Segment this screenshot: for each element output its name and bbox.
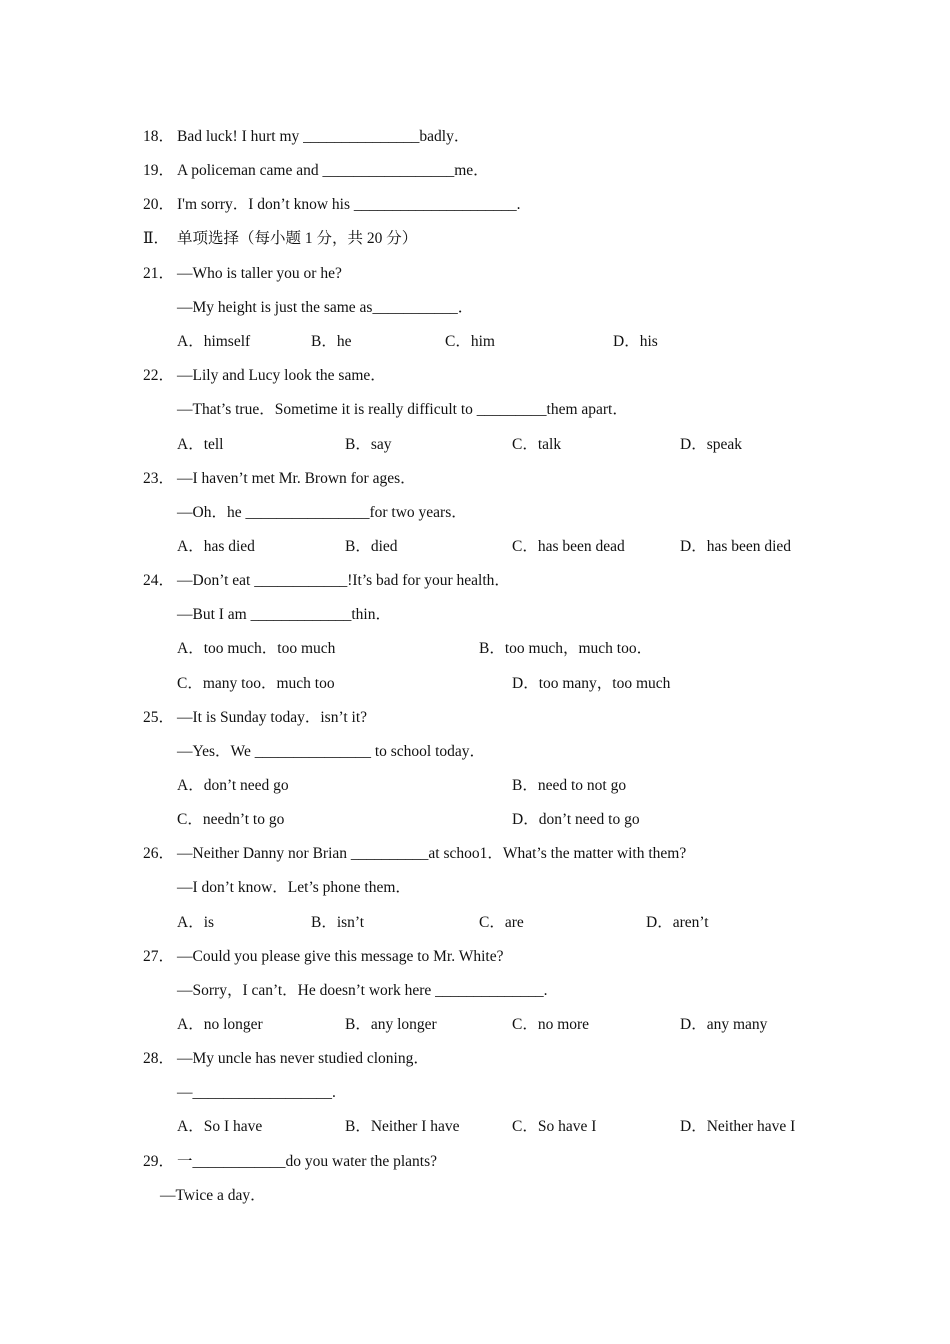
question-line: —But I am _____________thin． [177,606,391,623]
question-line: —Yes．We _______________ to school today． [177,743,486,760]
question-line: —It is Sunday today．isn’t it? [177,709,368,726]
option-c: C．talk [512,436,562,453]
question-line: —My height is just the same as___________． [177,299,474,316]
question-line: 一____________do you water the plants? [177,1153,438,1170]
option-c: C．So have I [512,1118,597,1135]
option-a: A．has died [177,538,255,555]
option-d: D．aren’t [646,914,709,931]
option-b: B．Neither I have [345,1118,460,1135]
option-d: D．don’t need to go [512,811,640,828]
section-heading: 单项选择（每小题 1 分，共 20 分） [177,230,418,247]
question-line: —Could you please give this message to Mr. White? [177,948,504,965]
option-d: D．has been died [680,538,792,555]
option-a: A．himself [177,333,251,350]
option-c: C．many too．much too [177,675,335,692]
option-c: C．has been dead [512,538,625,555]
option-b: B．isn’t [311,914,365,931]
question-line: —Oh．he ________________for two years． [177,504,467,521]
question-number: 26． [143,845,175,862]
question-text: A policeman came and _________________me． [177,162,489,179]
question-line: —__________________. [177,1084,336,1101]
question-line: —I haven’t met Mr. Brown for ages． [177,470,416,487]
question-number: 21． [143,265,175,282]
option-d: D．Neither have I [680,1118,796,1135]
option-b: B．died [345,538,398,555]
question-number: 22． [143,367,175,384]
option-d: D．speak [680,436,742,453]
question-number: 20． [143,196,175,213]
question-number: 28． [143,1050,175,1067]
option-d: D．any many [680,1016,768,1033]
question-text: I'm sorry．I don’t know his _____________________. [177,196,521,213]
question-number: 29． [143,1153,175,1170]
option-b: B．too much，much too． [479,640,653,657]
question-line: —Don’t eat ____________!It’s bad for your health． [177,572,510,589]
option-c: C．no more [512,1016,590,1033]
question-line: —I don’t know．Let’s phone them． [177,879,411,896]
option-b: B．he [311,333,352,350]
question-number: 27． [143,948,175,965]
option-a: A．tell [177,436,224,453]
question-number: 23． [143,470,175,487]
question-line: —My uncle has never studied cloning． [177,1050,429,1067]
option-a: A．no longer [177,1016,263,1033]
question-line: —Lily and Lucy look the same． [177,367,386,384]
option-c: C．him [445,333,495,350]
option-d: D．too many，too much [512,675,671,692]
question-number: 18． [143,128,175,145]
question-line: —Who is taller you or he? [177,265,342,282]
option-a: A．is [177,914,215,931]
question-text: Bad luck! I hurt my _______________badly． [177,128,470,145]
option-a: A．So I have [177,1118,263,1135]
question-line: —That’s true．Sometime it is really difficult to _________them apart． [177,401,628,418]
option-c: C．are [479,914,524,931]
question-line: —Twice a day． [160,1187,266,1204]
option-a: A．too much．too much [177,640,336,657]
option-b: B．say [345,436,392,453]
question-number: 19． [143,162,175,179]
question-number: 24． [143,572,175,589]
section-number: Ⅱ． [143,230,170,247]
question-line: —Neither Danny nor Brian __________at schoo1．What’s the matter with them? [177,845,687,862]
option-b: B．need to not go [512,777,627,794]
option-b: B．any longer [345,1016,437,1033]
option-a: A．don’t need go [177,777,289,794]
option-d: D．his [613,333,658,350]
question-line: —Sorry，I can’t．He doesn’t work here ______________. [177,982,548,999]
question-number: 25． [143,709,175,726]
option-c: C．needn’t to go [177,811,285,828]
